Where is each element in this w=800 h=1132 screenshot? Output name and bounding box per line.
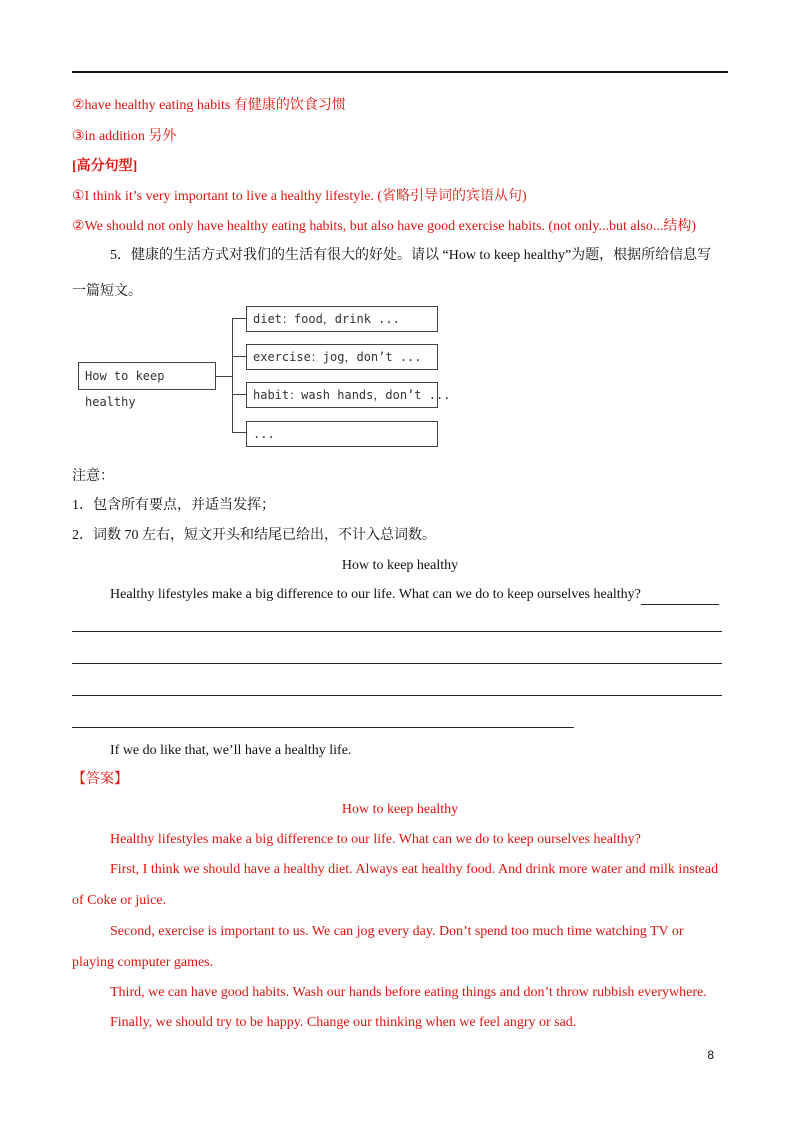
answer-paragraph-3-cont: playing computer games. [72,955,214,970]
note-2: 2．词数 70 左右，短文开头和结尾已给出，不计入总词数。 [72,528,436,543]
diagram-branch-habit: habit：wash hands，don’t ... [246,382,438,408]
diagram-connector [232,394,246,395]
diagram-connector [216,376,232,377]
sentence-pattern-header: [高分句型] [72,159,138,174]
diagram-connector [232,318,246,319]
diagram-connector [232,318,233,432]
answer-paragraph-4: Third, we can have good habits. Wash our hands before eating things and don’t throw rubbish everywhere. [110,985,707,1000]
diagram-branch-diet: diet：food，drink ... [246,306,438,332]
vocab-item-3: ③in addition 另外 [72,129,177,144]
answer-title: How to keep healthy [341,802,459,817]
writing-line[interactable] [72,695,722,696]
question-prompt-line-1: 5．健康的生活方式对我们的生活有很大的好处。请以 “How to keep healthy”为题，根据所给信息写 [110,248,712,263]
answer-paragraph-2-cont: of Coke or juice. [72,893,167,908]
diagram-branch-more: ... [246,421,438,447]
essay-title: How to keep healthy [341,558,459,573]
answer-blank[interactable] [641,590,719,605]
diagram-connector [232,432,246,433]
answer-paragraph-2: First, I think we should have a healthy diet. Always eat healthy food. And drink more water and milk instead [110,862,719,877]
essay-opening [110,585,719,605]
notes-header: 注意： [72,469,114,484]
diagram-root-node: How to keep healthy [78,362,216,390]
header-rule [72,71,728,73]
sentence-pattern-2: ②We should not only have healthy eating habits, but also have good exercise habits. (not only...but also...结构) [72,219,697,234]
question-prompt-line-2: 一篇短文。 [72,284,142,299]
writing-line[interactable] [72,727,574,728]
answer-paragraph-5: Finally, we should try to be happy. Change our thinking when we feel angry or sad. [110,1015,577,1030]
page-number: 8 [707,1048,714,1062]
answer-paragraph-1: Healthy lifestyles make a big difference to our life. What can we do to keep ourselves healthy? [110,832,641,847]
diagram-branch-exercise: exercise：jog，don’t ... [246,344,438,370]
diagram-connector [232,356,246,357]
essay-closing: If we do like that, we’ll have a healthy life. [110,743,352,758]
sentence-pattern-1: ①I think it’s very important to live a healthy lifestyle. (省略引导词的宾语从句) [72,189,527,204]
writing-line[interactable] [72,631,722,632]
writing-line[interactable] [72,663,722,664]
answer-paragraph-3: Second, exercise is important to us. We can jog every day. Don’t spend too much time watching TV or [110,924,684,939]
essay-opening-text: Healthy lifestyles make a big difference to our life. What can we do to keep ourselves healthy? [110,587,641,602]
note-1: 1．包含所有要点，并适当发挥； [72,498,275,513]
vocab-item-2: ②have healthy eating habits 有健康的饮食习惯 [72,98,346,113]
answer-label: 【答案】 [72,772,128,787]
